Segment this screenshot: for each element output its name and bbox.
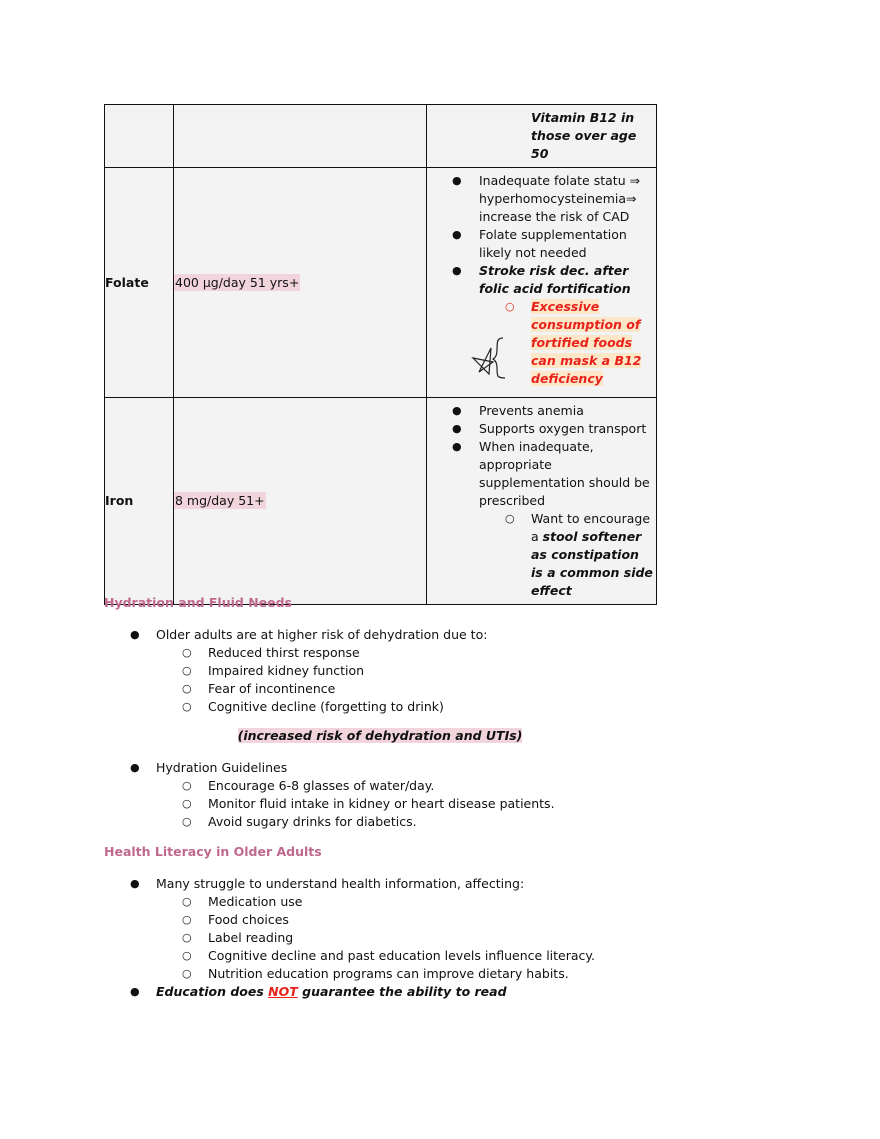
literacy-heading: Health Literacy in Older Adults [104,844,322,859]
list-item: ○ Reduced thirst response [156,644,704,662]
handwritten-star-icon [469,328,513,384]
hydration-heading: Hydration and Fluid Needs [104,595,293,610]
list-item: ● Education does NOT guarantee the ability to read [104,983,704,1001]
b12-mask-warning: Excessive consumption of fortified foods can mask a B12 deficiency [531,299,642,386]
list-item: ○ Avoid sugary drinks for diabetics. [156,813,704,831]
stool-softener-note: stool softener as constipation is a common side effect [531,529,653,598]
list-item: ● Folate supplementation likely not needed [427,226,654,262]
list-item: ○ Cognitive decline (forgetting to drink) [156,698,704,716]
list-item: ○ Cognitive decline and past education levels influence literacy. [156,947,704,965]
b12-note: Vitamin B12 in those over age 50 [531,110,637,161]
folate-bullets [427,172,654,388]
table-cell [427,398,657,605]
table-cell [427,168,657,398]
list-item: ● Many struggle to understand health information, affecting: ○ Medication use ○ Food choices ○ Label reading ○ Cognitive decline and past education levels influence literacy. ○ Nutrition education programs can improve dietary habits. [104,875,704,983]
list-item: ○ Want to encourage a stool softener as constipation is a common side effect [479,510,654,600]
table-cell [427,105,657,168]
list-item: ● When inadequate, appropriate supplementation should be prescribed ○ Want to encourage a stool softener as constipation is a common side effect [427,438,654,600]
list-item: ● Supports oxygen transport [427,420,654,438]
nutrient-amount: 400 µg/day 51 yrs+ [175,274,300,290]
iron-bullets [427,402,654,600]
table-row [105,105,657,168]
list-item: ● Stroke risk dec. after folic acid fortification ○ Excessive consumption of fortified foods can mask a B12 deficiency [427,262,654,388]
list-item: ○ Impaired kidney function [156,662,704,680]
list-item: ○ Label reading [156,929,704,947]
nutrient-table [104,104,657,605]
dehydration-note: (increased risk of dehydration and UTIs) [237,728,523,743]
literacy-list [104,875,704,1001]
nutrient-amount: 8 mg/day 51+ [175,493,265,508]
table-row [105,168,657,398]
table-cell [105,168,174,398]
list-item: ○ Medication use [156,893,704,911]
list-item: ○ Nutrition education programs can improve dietary habits. [156,965,704,983]
table-cell [105,398,174,605]
list-item: ● Inadequate folate statu ⇒ hyperhomocysteinemia⇒ increase the risk of CAD [427,172,654,226]
table-cell [105,105,174,168]
list-item: ● Older adults are at higher risk of dehydration due to: ○ Reduced thirst response ○ Impaired kidney function ○ Fear of incontinence ○ Cognitive decline (forgetting to drink) [104,626,704,716]
table-cell [174,398,427,605]
list-item: ○ Encourage 6-8 glasses of water/day. [156,777,704,795]
hydration-guidelines [104,759,704,831]
list-item: ○ Fear of incontinence [156,680,704,698]
not-emphasis: NOT [268,984,298,999]
nutrient-name: Iron [105,493,134,508]
hydration-reasons [104,626,704,716]
table-cell [174,105,427,168]
table-cell [174,168,427,398]
list-item: ● Hydration Guidelines ○ Encourage 6-8 glasses of water/day. ○ Monitor fluid intake in kidney or heart disease patients. ○ Avoid sugary drinks for diabetics. [104,759,704,831]
nutrient-name: Folate [105,274,149,290]
list-item: ○ Monitor fluid intake in kidney or heart disease patients. [156,795,704,813]
table-row [105,398,657,605]
list-item: ○ Food choices [156,911,704,929]
list-item: ● Prevents anemia [427,402,654,420]
list-item [479,298,654,388]
